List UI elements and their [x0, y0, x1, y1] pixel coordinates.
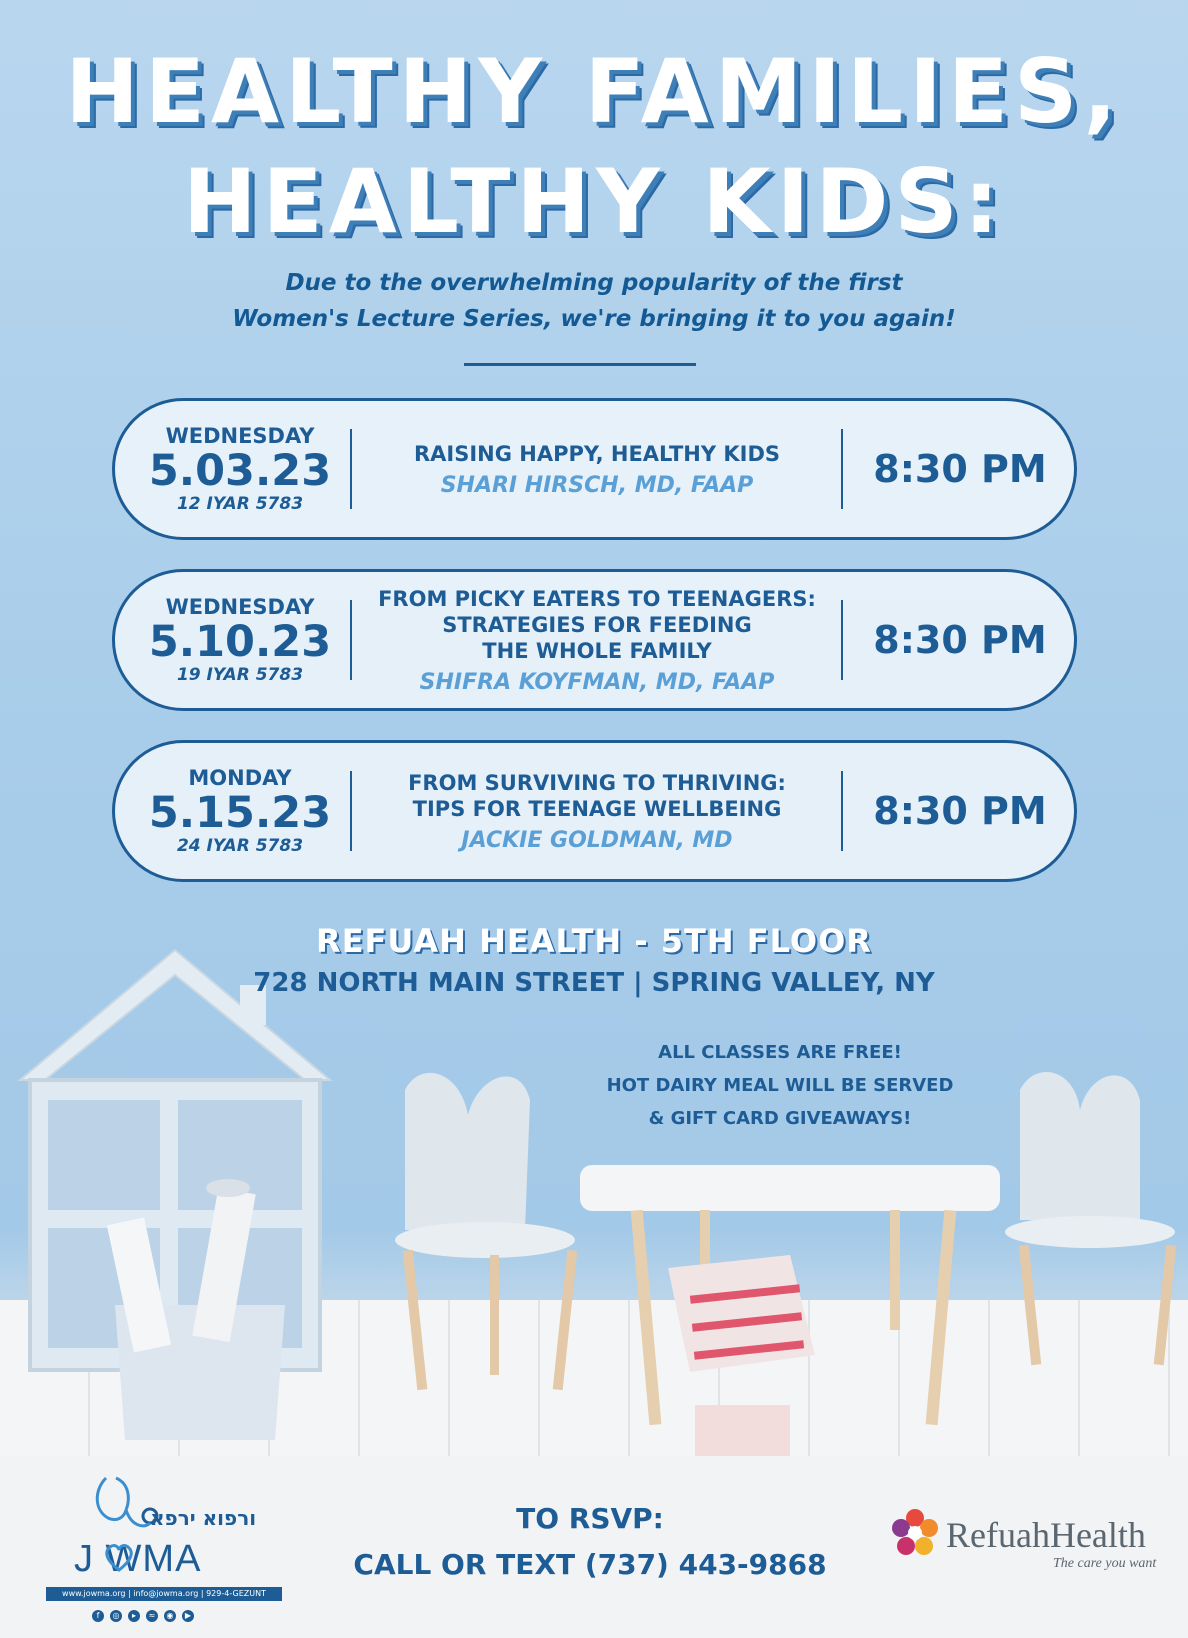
- event-speaker: JACKIE GOLDMAN, MD: [461, 827, 733, 853]
- perk-item: & GIFT CARD GIVEAWAYS!: [648, 1108, 912, 1129]
- intro-line-1: Due to the overwhelming popularity of the first: [285, 270, 903, 296]
- event-date: 5.15.23: [148, 788, 332, 838]
- event-time: 8:30 PM: [873, 618, 1047, 662]
- divider-line: [841, 600, 843, 680]
- rsvp-label: TO RSVP:: [516, 1502, 664, 1535]
- toy-block-illustration: [695, 1405, 790, 1460]
- event-speaker: SHARI HIRSCH, MD, FAAP: [440, 472, 754, 498]
- chair-left-illustration: [395, 1073, 577, 1390]
- jowma-hebrew: ורפוא ירפא: [150, 1506, 257, 1530]
- refuah-health-logo: [888, 1496, 1178, 1596]
- venue-address: 728 NORTH MAIN STREET | SPRING VALLEY, NY: [253, 968, 935, 998]
- event-title-line: RAISING HAPPY, HEALTHY KIDS: [413, 441, 781, 466]
- perks-list: [560, 1036, 1000, 1135]
- play-icon[interactable]: ▶: [182, 1610, 194, 1622]
- event-time: 8:30 PM: [873, 789, 1047, 833]
- divider-line: [350, 429, 352, 509]
- event-card-2: [112, 569, 1077, 711]
- refuah-brand: RefuahHealth: [946, 1515, 1146, 1555]
- event-date: 5.03.23: [148, 446, 332, 496]
- divider-line: [350, 600, 352, 680]
- jowma-wordmark: J WMA: [74, 1538, 202, 1580]
- spotify-icon[interactable]: ≈: [146, 1610, 158, 1622]
- podcast-icon[interactable]: ◉: [164, 1610, 176, 1622]
- chair-right-illustration: [1005, 1072, 1176, 1365]
- venue-name: REFUAH HEALTH - 5TH FLOOR: [316, 922, 872, 960]
- event-date-block: [145, 743, 335, 879]
- event-time: 8:30 PM: [873, 447, 1047, 491]
- divider-line: [841, 429, 843, 509]
- event-card-3: [112, 740, 1077, 882]
- event-talk-block: [355, 572, 839, 708]
- event-talk-block: [355, 743, 839, 879]
- jowma-contact-info: www.jowma.org | info@jowma.org | 929-4-GEZUNT: [46, 1587, 282, 1601]
- youtube-icon[interactable]: ▸: [128, 1610, 140, 1622]
- intro-line-2: Women's Lecture Series, we're bringing it to you again!: [232, 306, 956, 332]
- facebook-icon[interactable]: f: [92, 1610, 104, 1622]
- event-hebrew-date: 12 IYAR 5783: [176, 494, 304, 514]
- event-title-line: TIPS FOR TEENAGE WELLBEING: [412, 796, 782, 821]
- event-title-line: FROM PICKY EATERS TO TEENAGERS:: [378, 586, 816, 611]
- rsvp-contact[interactable]: CALL OR TEXT (737) 443-9868: [353, 1548, 827, 1581]
- event-talk-block: [355, 401, 839, 537]
- event-date: 5.10.23: [148, 617, 332, 667]
- event-title-line: STRATEGIES FOR FEEDING: [442, 612, 752, 637]
- event-speaker: SHIFRA KOYFMAN, MD, FAAP: [419, 669, 775, 695]
- event-title-line: THE WHOLE FAMILY: [482, 638, 712, 663]
- instagram-icon[interactable]: ◎: [110, 1610, 122, 1622]
- divider-line: [841, 771, 843, 851]
- footer: [0, 1456, 1188, 1638]
- divider-line: [350, 771, 352, 851]
- pillow-illustration: [668, 1255, 815, 1372]
- event-hebrew-date: 24 IYAR 5783: [176, 836, 304, 856]
- flower-logo-icon: [888, 1506, 942, 1560]
- refuah-tagline: The care you want: [1053, 1556, 1157, 1571]
- event-date-block: [145, 572, 335, 708]
- title-line-1: HEALTHY FAMILIES,: [65, 40, 1123, 143]
- jowma-logo: [42, 1470, 282, 1630]
- perk-item: HOT DAIRY MEAL WILL BE SERVED: [606, 1075, 954, 1096]
- event-weekday: MONDAY: [188, 766, 292, 790]
- event-date-block: [145, 401, 335, 537]
- heart-icon: [102, 1542, 136, 1574]
- event-hebrew-date: 19 IYAR 5783: [176, 665, 304, 685]
- event-title-line: FROM SURVIVING TO THRIVING:: [408, 770, 786, 795]
- title-line-2: HEALTHY KIDS:: [183, 150, 1005, 253]
- divider-rule: [464, 363, 696, 366]
- event-card-1: [112, 398, 1077, 540]
- event-weekday: WEDNESDAY: [165, 595, 315, 619]
- event-weekday: WEDNESDAY: [165, 424, 315, 448]
- perk-item: ALL CLASSES ARE FREE!: [658, 1042, 902, 1063]
- social-icons: [92, 1610, 194, 1622]
